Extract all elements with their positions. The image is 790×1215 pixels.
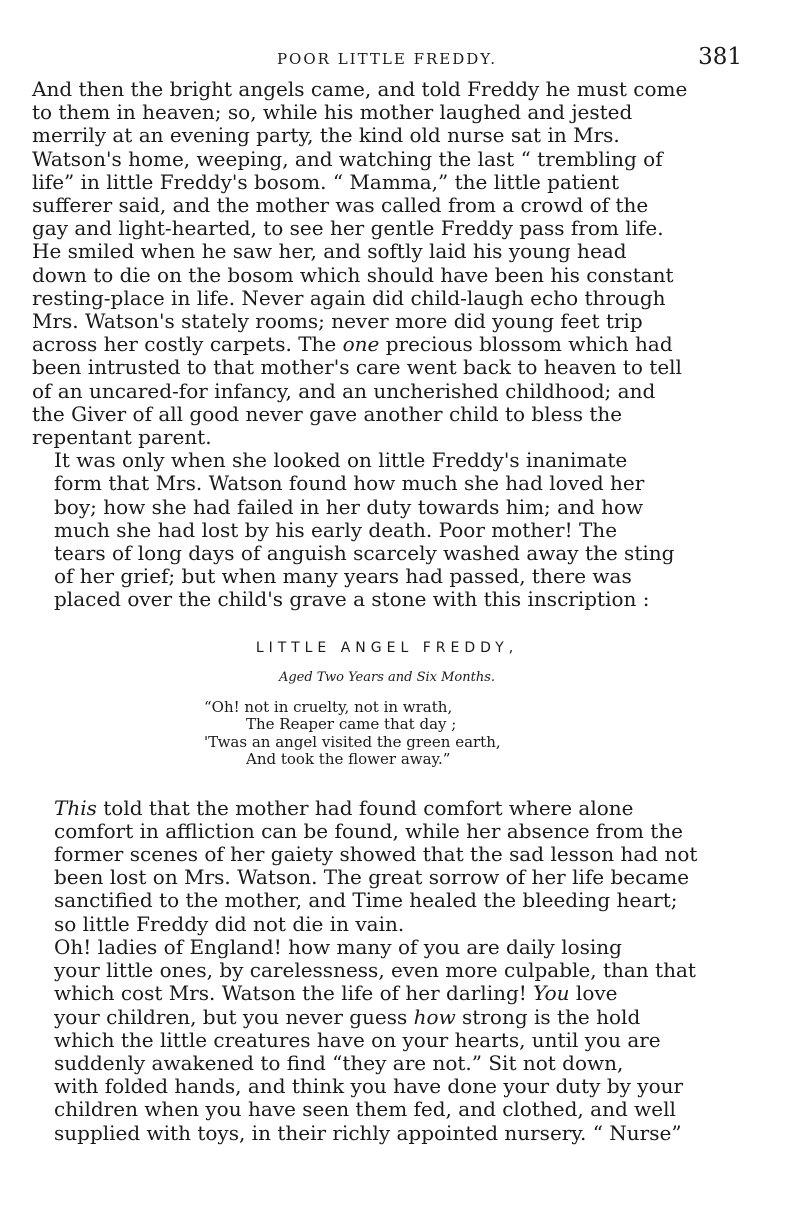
text-line: much she had lost by his early death. Poor mother! The — [54, 517, 618, 542]
text-line: resting-place in life. Never again did child-laugh echo through — [32, 285, 666, 310]
text-line: the Giver of all good never gave another child to bless the — [32, 401, 623, 426]
book-page — [32, 38, 742, 1145]
text-line: supplied with toys, in their richly appointed nursery. “ Nurse” — [54, 1120, 682, 1145]
text-line: down to die on the bosom which should have been his constant — [32, 262, 674, 287]
text-line: which the little creatures have on your hearts, until you are — [54, 1027, 661, 1052]
text-line: tears of long days of anguish scarcely washed away the sting — [54, 541, 675, 566]
text-line: been intrusted to that mother's care went back to heaven to tell — [32, 355, 682, 380]
text-line: gay and light-hearted, to see her gentle Freddy pass from life. — [32, 216, 664, 241]
text-span: your children, but you never guess — [54, 1004, 408, 1029]
text-line — [32, 333, 742, 356]
text-line: repentant parent. — [32, 425, 212, 450]
text-line — [32, 1006, 742, 1029]
text-line: children when you have seen them fed, and clothed, and well — [54, 1097, 676, 1122]
text-line: And then the bright angels came, and told Freddy he must come — [32, 77, 688, 101]
text-line: of an uncared-for infancy, and an uncherished childhood; and — [32, 378, 656, 403]
text-line — [32, 982, 742, 1005]
text-line: comfort in affliction can be found, while her absence from the — [54, 818, 683, 843]
text-line: Oh! ladies of England! how many of you are daily losing — [54, 934, 622, 959]
paragraph-4 — [32, 936, 742, 1145]
text-span: strong is the hold — [462, 1004, 641, 1029]
text-line: of her grief; but when many years had passed, there was — [54, 564, 632, 589]
text-line: He smiled when he saw her, and softly laid his young head — [32, 239, 627, 264]
epitaph-subtitle: Aged Two Years and Six Months. — [278, 669, 496, 685]
epitaph-title: LITTLE ANGEL FREDDY, — [255, 639, 519, 656]
running-title: POOR LITTLE FREDDY. — [276, 50, 498, 68]
text-span: which cost Mrs. Watson the life of her darling! — [54, 981, 527, 1006]
text-line: merrily at an evening party, the kind old nurse sat in Mrs. — [32, 123, 620, 148]
text-line: your little ones, by carelessness, even more culpable, than that — [54, 958, 696, 983]
text-line: so little Freddy did not die in vain. — [54, 911, 405, 936]
text-line: sufferer said, and the mother was called from a crowd of the — [32, 193, 649, 218]
verse-line: “Oh! not in cruelty, not in wrath, — [204, 697, 453, 716]
text-line: Watson's home, weeping, and watching the last “ trembling of — [32, 146, 663, 171]
paragraph-2 — [32, 449, 742, 611]
text-span: love — [575, 981, 618, 1006]
italic-emphasis: You — [533, 981, 570, 1006]
epitaph-inscription — [32, 640, 742, 769]
italic-emphasis: one — [342, 332, 380, 357]
text-span: told that the mother had found comfort where alone — [103, 795, 634, 820]
text-line: life” in little Freddy's bosom. “ Mamma,” the little patient — [32, 169, 620, 194]
text-span: across her costly carpets. — [32, 332, 292, 357]
text-span: The — [298, 332, 337, 357]
text-span: precious blossom which had — [385, 332, 673, 357]
paragraph-3 — [32, 797, 742, 936]
paragraph-1 — [32, 78, 742, 449]
text-line: form that Mrs. Watson found how much she had loved her — [54, 471, 645, 496]
verse-line: The Reaper came that day ; — [246, 715, 457, 734]
text-line: been lost on Mrs. Watson. The great sorrow of her life became — [54, 865, 690, 890]
epitaph-verse — [204, 699, 742, 769]
text-line: Mrs. Watson's stately rooms; never more did young feet trip — [32, 309, 643, 334]
text-line: suddenly awakened to find “they are not.” Sit not down, — [54, 1050, 624, 1075]
text-line: boy; how she had failed in her duty towards him; and how — [54, 494, 644, 519]
verse-line: 'Twas an angel visited the green earth, — [204, 732, 501, 751]
page-number: 381 — [698, 44, 742, 70]
text-line: placed over the child's grave a stone with this inscription : — [54, 587, 650, 612]
page-header — [32, 38, 742, 78]
text-line: to them in heaven; so, while his mother laughed and jested — [32, 100, 633, 125]
text-line: It was only when she looked on little Freddy's inanimate — [54, 448, 628, 473]
verse-line: And took the flower away.” — [246, 750, 451, 769]
text-line: with folded hands, and think you have done your duty by your — [54, 1074, 684, 1099]
text-line — [32, 797, 742, 820]
italic-emphasis: This — [54, 795, 97, 820]
italic-emphasis: how — [413, 1004, 456, 1029]
text-line: former scenes of her gaiety showed that the sad lesson had not — [54, 842, 698, 867]
text-line: sanctified to the mother, and Time healed the bleeding heart; — [54, 888, 678, 913]
